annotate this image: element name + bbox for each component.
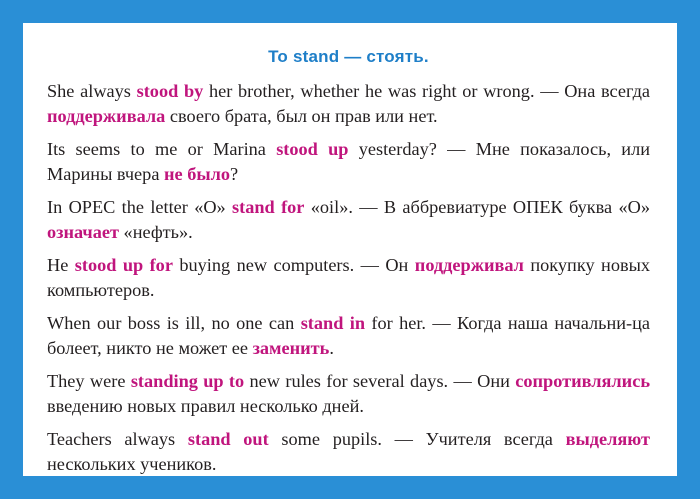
example-text: своего брата, был он прав или нет. — [165, 106, 438, 126]
example-text: «нефть». — [118, 222, 193, 242]
example-text: Teachers always — [47, 429, 188, 449]
highlighted-phrase: stood up — [276, 139, 349, 159]
highlighted-phrase: stood by — [136, 81, 204, 101]
highlighted-phrase: сопротивлялись — [515, 371, 650, 391]
example-text: buying new computers. — Он — [172, 255, 415, 275]
example-text: yesterday? — Мне показалось, или Марины вчера — [47, 139, 650, 184]
example-paragraph — [47, 427, 650, 477]
highlighted-phrase: stand out — [187, 429, 269, 449]
example-text: She always — [47, 81, 137, 101]
example-text: for her. — Когда наша начальни-ца болеет, никто не может ее — [47, 313, 650, 358]
highlighted-phrase: поддерживал — [414, 255, 524, 275]
highlighted-phrase: standing up to — [130, 371, 245, 391]
highlighted-phrase: stood up for — [74, 255, 173, 275]
example-paragraph — [47, 79, 650, 129]
example-text: ? — [230, 164, 239, 184]
example-text: They were — [47, 371, 131, 391]
example-text: In OPEC the letter «O» — [47, 197, 233, 217]
example-text: Its seems to me or Marina — [47, 139, 277, 159]
highlighted-phrase: заменить — [252, 338, 330, 358]
example-text: He — [47, 255, 75, 275]
example-paragraph — [47, 195, 650, 245]
highlighted-phrase: поддерживала — [47, 106, 166, 126]
example-text: her brother, whether he was right or wrong. — Она всегда — [203, 81, 650, 101]
highlighted-phrase: stand for — [232, 197, 305, 217]
highlighted-phrase: stand in — [300, 313, 365, 333]
example-paragraph — [47, 369, 650, 419]
example-text: new rules for several days. — Они — [244, 371, 516, 391]
example-text: «oil». — В аббревиатуре ОПЕК буква «О» — [304, 197, 650, 217]
highlighted-phrase: выделяют — [565, 429, 650, 449]
example-paragraph — [47, 311, 650, 361]
highlighted-phrase: означает — [47, 222, 119, 242]
content-card — [23, 23, 677, 476]
example-paragraph — [47, 137, 650, 187]
example-text: введению новых правил несколько дней. — [47, 396, 364, 416]
example-text: нескольких учеников. — [47, 454, 217, 474]
highlighted-phrase: не было — [164, 164, 231, 184]
example-text: . — [329, 338, 334, 358]
page-title: To stand — стоять. — [268, 47, 429, 66]
examples-list — [47, 79, 650, 477]
example-paragraph — [47, 253, 650, 303]
example-text: some pupils. — Учителя всегда — [268, 429, 566, 449]
example-text: When our boss is ill, no one can — [47, 313, 301, 333]
example-text: покупку новых компьютеров. — [47, 255, 651, 300]
